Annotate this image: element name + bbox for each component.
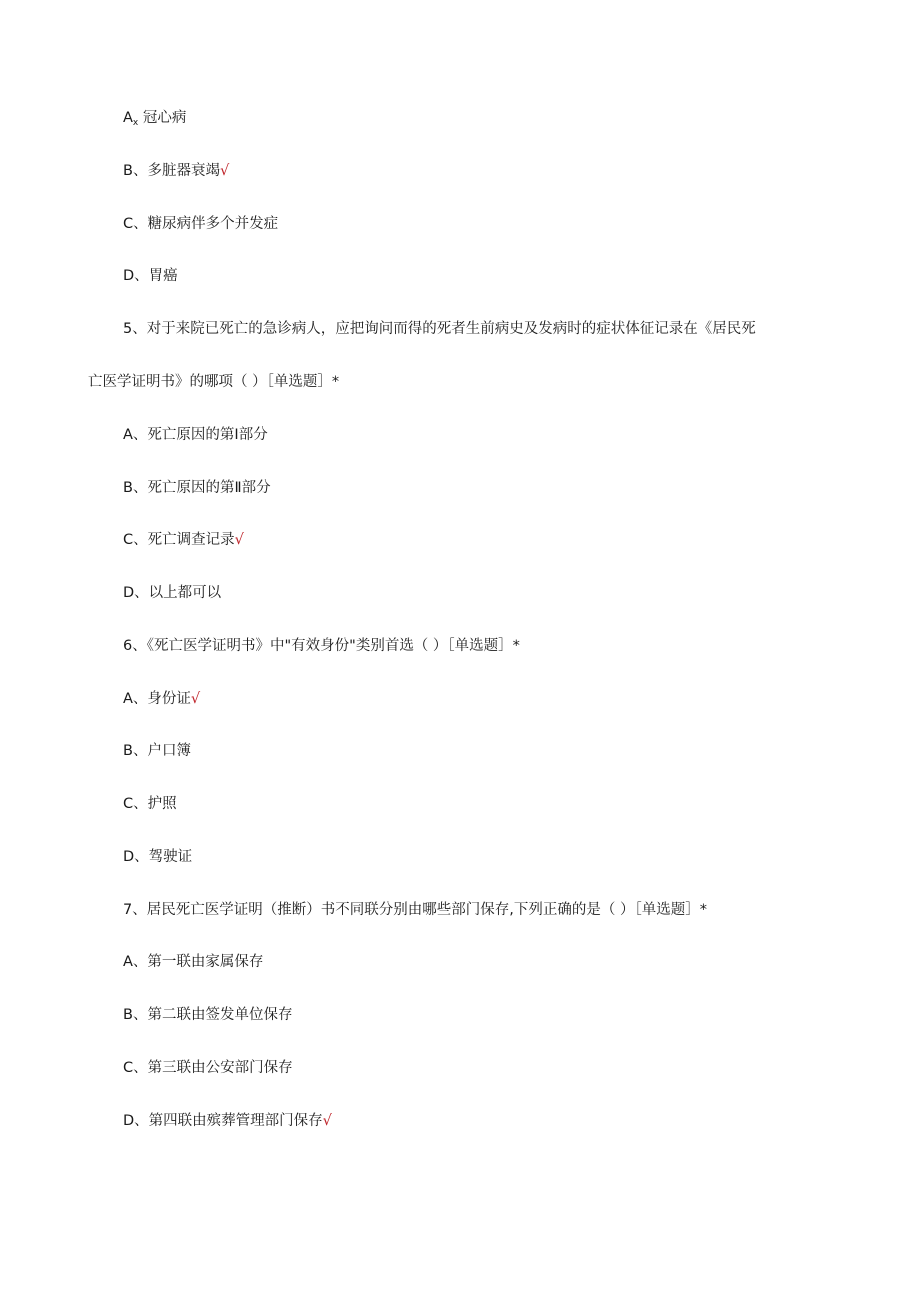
q6-option-c-text: C、护照 bbox=[123, 796, 177, 812]
q6-option-c[interactable] bbox=[123, 794, 177, 814]
q4-option-a-text: 冠心病 bbox=[142, 110, 187, 126]
q6-option-a-text: A、身份证 bbox=[123, 691, 191, 707]
q5-option-d[interactable] bbox=[123, 583, 221, 603]
q7-option-a-text: A、第一联由家属保存 bbox=[123, 954, 264, 970]
q7-option-d-text: D、第四联由殡葬管理部门保存 bbox=[123, 1113, 323, 1129]
q5-option-b-text: B、死亡原因的第Ⅱ部分 bbox=[123, 480, 271, 496]
q5-stem-line1: 5、对于来院已死亡的急诊病人，应把询问而得的死者生前病史及发病时的症状体征记录在《居民死 bbox=[123, 321, 756, 337]
q4-option-b-text: B、多脏器衰竭 bbox=[123, 163, 220, 179]
q5-option-d-text: D、以上都可以 bbox=[123, 585, 222, 601]
q7-option-b[interactable] bbox=[123, 1005, 292, 1025]
q7-option-d[interactable] bbox=[123, 1111, 332, 1131]
q4-option-b[interactable] bbox=[123, 161, 229, 181]
q4-option-a-letter: A bbox=[123, 110, 133, 126]
q4-option-d-text: D、胃癌 bbox=[123, 268, 178, 284]
q5-option-c[interactable] bbox=[123, 530, 244, 550]
q5-option-c-text: C、死亡调查记录 bbox=[123, 532, 235, 548]
q4-option-c[interactable] bbox=[123, 214, 278, 234]
correct-check-icon: √ bbox=[322, 1113, 332, 1129]
q6-option-b[interactable] bbox=[123, 741, 191, 761]
q7-option-c[interactable] bbox=[123, 1058, 293, 1078]
q4-option-a[interactable] bbox=[123, 108, 186, 133]
q4-option-a-subscript: x bbox=[132, 118, 139, 128]
q5-option-b[interactable] bbox=[123, 478, 271, 498]
q7-stem: 7、居民死亡医学证明（推断）书不同联分别由哪些部门保存,下列正确的是（ ）［单选题］* bbox=[123, 902, 707, 918]
correct-check-icon: √ bbox=[234, 532, 244, 548]
q6-option-b-text: B、户口簿 bbox=[123, 743, 191, 759]
q4-option-d[interactable] bbox=[123, 266, 178, 286]
correct-check-icon: √ bbox=[219, 163, 230, 179]
q6-option-a[interactable] bbox=[123, 689, 200, 709]
q5-option-a[interactable] bbox=[123, 425, 268, 445]
q6-option-d-text: D、驾驶证 bbox=[123, 849, 193, 865]
q6-option-d[interactable] bbox=[123, 847, 192, 867]
q7-option-c-text: C、第三联由公安部门保存 bbox=[123, 1060, 293, 1076]
q6-stem: 6、《死亡医学证明书》中"有效身份"类别首选（ ）［单选题］* bbox=[123, 638, 520, 654]
q5-option-a-text: A、死亡原因的第Ⅰ部分 bbox=[123, 427, 268, 443]
q5-stem-line2: 亡医学证明书》的哪项（ ）［单选题］* bbox=[88, 374, 340, 390]
q4-option-c-text: C、糖尿病伴多个并发症 bbox=[123, 216, 279, 232]
correct-check-icon: √ bbox=[190, 691, 201, 707]
q7-option-b-text: B、第二联由签发单位保存 bbox=[123, 1007, 293, 1023]
q7-option-a[interactable] bbox=[123, 952, 263, 972]
